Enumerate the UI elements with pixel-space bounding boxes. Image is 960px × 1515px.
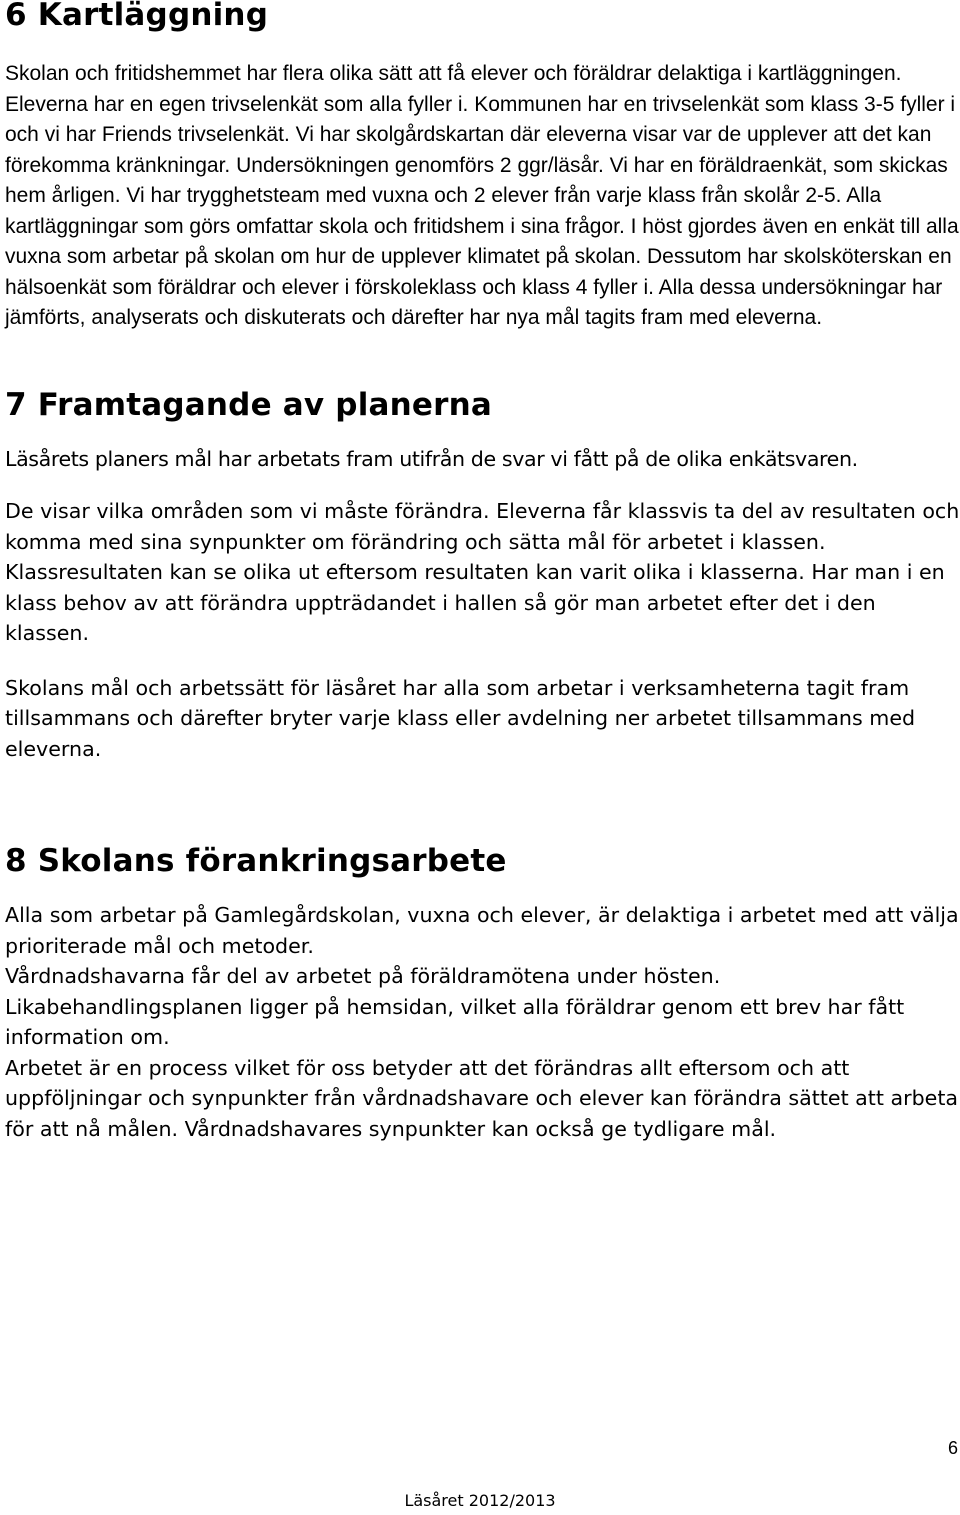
footer-school-year: Läsåret 2012/2013 <box>404 1491 556 1510</box>
section-paragraph-framtagande-1: Läsårets planers mål har arbetats fram utifrån de svar vi fått på de olika enkätsvaren. <box>5 446 858 471</box>
section-heading-framtagande: 7 Framtagande av planerna <box>5 386 493 423</box>
section-framtagande <box>5 388 960 765</box>
section-paragraph-framtagande-3: Skolans mål och arbetssätt för läsåret har alla som arbetar i verksamheterna tagit fram tillsammans och därefter bryter varje klass eller avdelning ner arbetet tillsammans med eleverna. <box>5 675 916 761</box>
section-kartlaggning <box>5 0 960 334</box>
section-paragraph-forankring-1: Alla som arbetar på Gamlegårdskolan, vuxna och elever, är delaktiga i arbetet med att välja prioriterade mål och metoder. <box>5 903 959 958</box>
section-paragraph-kartlaggning: Skolan och fritidshemmet har flera olika sätt att få elever och föräldrar delaktiga i kartläggningen. Eleverna har en egen trivselenkät som alla fyller i. Kommunen har en trivselenkät som klass 3-5 fyller i och vi har Friends trivselenkät. Vi har skolgårdskartan där eleverna visar var de upplever att det kan förekomma kränkningar. Undersökningen genomförs 2 ggr/läsår. Vi har en föräldraenkät, som skickas hem årligen. Vi har trygghetsteam med vuxna och 2 elever från varje klass från skolår 2-5. Alla kartläggningar som görs omfattar skola och fritidshem i sina frågor. I höst gjordes även en enkät till alla vuxna som arbetar på skolan om hur de upplever klimatet på skolan. Dessutom har skolsköterskan en hälsoenkät som föräldrar och elever i förskoleklass och klass 4 fyller i. Alla dessa undersökningar har jämförts, analyserats och diskuterats och därefter har nya mål tagits fram med eleverna. <box>5 62 959 329</box>
section-heading-kartlaggning: 6 Kartläggning <box>5 0 269 33</box>
section-paragraph-forankring-4: Arbetet är en process vilket för oss betyder att det förändras allt eftersom och att uppföljningar och synpunkter från vårdnadshavare och elever kan förändra sättet att arbeta för att nå målen. Vårdnadshavares synpunkter kan också ge tydligare mål. <box>5 1055 959 1141</box>
page-number: 6 <box>947 1438 958 1458</box>
section-paragraph-framtagande-2: De visar vilka områden som vi måste förändra. Eleverna får klassvis ta del av resultaten och komma med sina synpunkter om förändring och sätta mål för arbetet i klassen. Klassresultaten kan se olika ut eftersom resultaten kan varit olika i klasserna. Har man i en klass behov av att förändra uppträdandet i hallen så gör man arbetet efter det i den klassen. <box>5 499 960 645</box>
section-paragraph-forankring-2: Vårdnadshavarna får del av arbetet på föräldramötena under hösten. <box>5 964 721 988</box>
section-paragraph-forankring-3: Likabehandlingsplanen ligger på hemsidan, vilket alla föräldrar genom ett brev har fått information om. <box>5 994 905 1049</box>
section-heading-forankring: 8 Skolans förankringsarbete <box>5 843 507 879</box>
document-content <box>5 0 960 1144</box>
section-forankring <box>5 844 960 1144</box>
